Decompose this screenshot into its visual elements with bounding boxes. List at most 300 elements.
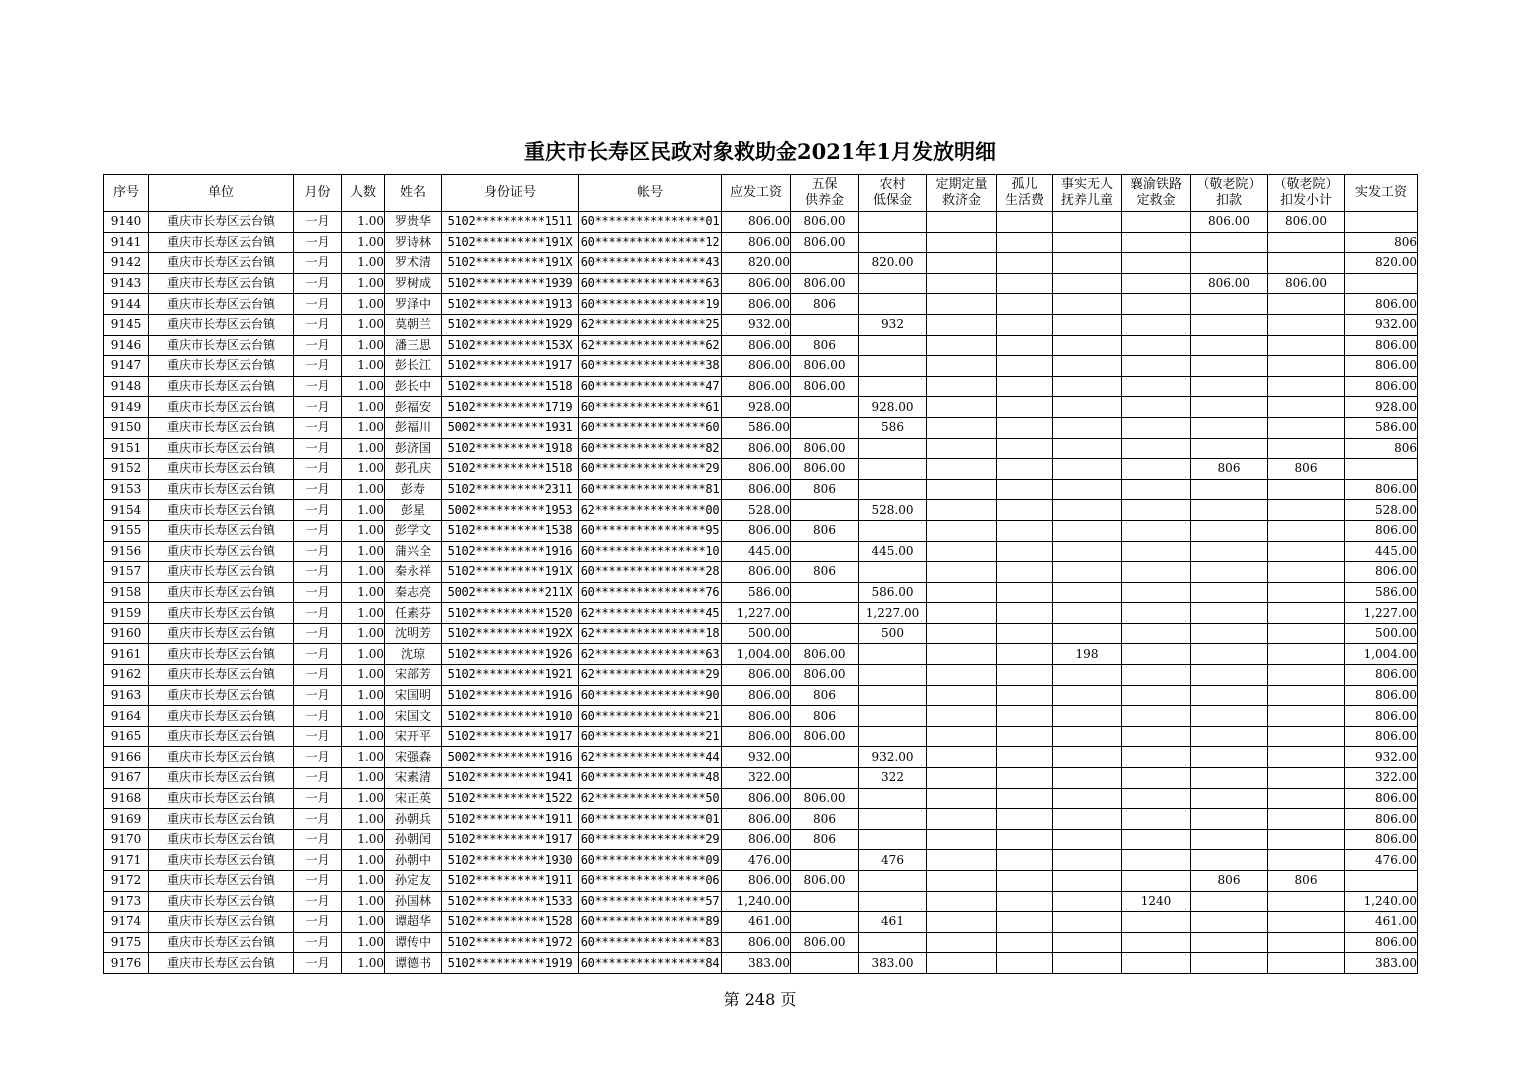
column-header: 帐号 [579, 175, 722, 212]
fixed-relief-amount-cell [927, 809, 997, 830]
table-row [104, 314, 1418, 335]
net-amount-cell: 806.00 [1345, 294, 1418, 315]
gross-amount-cell: 586.00 [722, 582, 791, 603]
unit-cell: 重庆市长寿区云台镇 [149, 665, 294, 686]
month-cell: 一月 [294, 953, 342, 974]
column-header: （敬老院） 扣款 [1191, 175, 1268, 212]
unit-cell: 重庆市长寿区云台镇 [149, 397, 294, 418]
five-guarantee-amount-cell: 806.00 [791, 212, 859, 233]
month-cell: 一月 [294, 912, 342, 933]
headcount-cell: 1.00 [342, 459, 385, 480]
gross-amount-cell: 806.00 [722, 376, 791, 397]
rural-subsistence-amount-cell: 586.00 [859, 582, 927, 603]
unit-cell: 重庆市长寿区云台镇 [149, 747, 294, 768]
gross-amount-cell: 383.00 [722, 953, 791, 974]
unsupported-child-allowance-cell [1053, 809, 1122, 830]
five-guarantee-amount-cell: 806 [791, 520, 859, 541]
orphan-allowance-cell [997, 376, 1053, 397]
name-cell: 秦永祥 [385, 562, 442, 583]
railway-relief-amount-cell [1122, 603, 1191, 624]
orphan-allowance-cell [997, 932, 1053, 953]
month-cell: 一月 [294, 479, 342, 500]
orphan-allowance-cell [997, 726, 1053, 747]
row-number-cell: 9145 [104, 314, 149, 335]
nursing-home-deduction-subtotal-cell [1268, 726, 1345, 747]
id-number-cell: 5102**********1917 [442, 829, 579, 850]
id-number-cell: 5002**********1931 [442, 417, 579, 438]
id-number-cell: 5102**********191X [442, 232, 579, 253]
unit-cell: 重庆市长寿区云台镇 [149, 891, 294, 912]
column-header: 身份证号 [442, 175, 579, 212]
railway-relief-amount-cell [1122, 314, 1191, 335]
rural-subsistence-amount-cell [859, 479, 927, 500]
railway-relief-amount-cell [1122, 520, 1191, 541]
column-header: 襄渝铁路 定救金 [1122, 175, 1191, 212]
month-cell: 一月 [294, 541, 342, 562]
nursing-home-deduction-cell [1191, 747, 1268, 768]
nursing-home-deduction-cell [1191, 397, 1268, 418]
table-row [104, 665, 1418, 686]
unit-cell: 重庆市长寿区云台镇 [149, 314, 294, 335]
unsupported-child-allowance-cell [1053, 932, 1122, 953]
id-number-cell: 5102**********153X [442, 335, 579, 356]
nursing-home-deduction-cell [1191, 788, 1268, 809]
unsupported-child-allowance-cell [1053, 273, 1122, 294]
nursing-home-deduction-cell [1191, 850, 1268, 871]
railway-relief-amount-cell [1122, 459, 1191, 480]
five-guarantee-amount-cell [791, 603, 859, 624]
railway-relief-amount-cell [1122, 706, 1191, 727]
nursing-home-deduction-subtotal-cell [1268, 747, 1345, 768]
rural-subsistence-amount-cell [859, 871, 927, 892]
rural-subsistence-amount-cell [859, 459, 927, 480]
net-amount-cell: 1,240.00 [1345, 891, 1418, 912]
headcount-cell: 1.00 [342, 232, 385, 253]
month-cell: 一月 [294, 747, 342, 768]
id-number-cell: 5102**********1518 [442, 459, 579, 480]
table-row [104, 768, 1418, 789]
payment-table [103, 174, 1418, 974]
unsupported-child-allowance-cell [1053, 520, 1122, 541]
gross-amount-cell: 806.00 [722, 520, 791, 541]
id-number-cell: 5102**********1930 [442, 850, 579, 871]
rural-subsistence-amount-cell [859, 665, 927, 686]
fixed-relief-amount-cell [927, 397, 997, 418]
fixed-relief-amount-cell [927, 623, 997, 644]
nursing-home-deduction-subtotal-cell [1268, 891, 1345, 912]
fixed-relief-amount-cell [927, 294, 997, 315]
five-guarantee-amount-cell [791, 891, 859, 912]
orphan-allowance-cell [997, 253, 1053, 274]
fixed-relief-amount-cell [927, 479, 997, 500]
month-cell: 一月 [294, 520, 342, 541]
gross-amount-cell: 806.00 [722, 438, 791, 459]
id-number-cell: 5102**********1941 [442, 768, 579, 789]
fixed-relief-amount-cell [927, 665, 997, 686]
net-amount-cell: 586.00 [1345, 582, 1418, 603]
net-amount-cell: 806.00 [1345, 788, 1418, 809]
column-header: 农村 低保金 [859, 175, 927, 212]
nursing-home-deduction-subtotal-cell [1268, 479, 1345, 500]
unsupported-child-allowance-cell [1053, 768, 1122, 789]
id-number-cell: 5102**********1910 [442, 706, 579, 727]
headcount-cell: 1.00 [342, 871, 385, 892]
five-guarantee-amount-cell: 806 [791, 294, 859, 315]
railway-relief-amount-cell [1122, 582, 1191, 603]
orphan-allowance-cell [997, 541, 1053, 562]
unsupported-child-allowance-cell [1053, 232, 1122, 253]
unit-cell: 重庆市长寿区云台镇 [149, 871, 294, 892]
orphan-allowance-cell [997, 500, 1053, 521]
unsupported-child-allowance-cell [1053, 500, 1122, 521]
unsupported-child-allowance-cell [1053, 891, 1122, 912]
row-number-cell: 9151 [104, 438, 149, 459]
account-number-cell: 60****************61 [579, 397, 722, 418]
table-row [104, 479, 1418, 500]
document-title: 重庆市长寿区民政对象救助金2021年1月发放明细 [523, 139, 997, 164]
railway-relief-amount-cell [1122, 850, 1191, 871]
row-number-cell: 9166 [104, 747, 149, 768]
id-number-cell: 5102**********1538 [442, 520, 579, 541]
gross-amount-cell: 806.00 [722, 335, 791, 356]
id-number-cell: 5102**********2311 [442, 479, 579, 500]
name-cell: 宋素清 [385, 768, 442, 789]
row-number-cell: 9161 [104, 644, 149, 665]
five-guarantee-amount-cell [791, 253, 859, 274]
account-number-cell: 60****************81 [579, 479, 722, 500]
month-cell: 一月 [294, 335, 342, 356]
account-number-cell: 60****************38 [579, 356, 722, 377]
month-cell: 一月 [294, 932, 342, 953]
rural-subsistence-amount-cell [859, 562, 927, 583]
net-amount-cell [1345, 871, 1418, 892]
fixed-relief-amount-cell [927, 438, 997, 459]
id-number-cell: 5102**********1929 [442, 314, 579, 335]
month-cell: 一月 [294, 273, 342, 294]
nursing-home-deduction-cell [1191, 314, 1268, 335]
row-number-cell: 9143 [104, 273, 149, 294]
net-amount-cell: 806.00 [1345, 706, 1418, 727]
nursing-home-deduction-cell [1191, 665, 1268, 686]
fixed-relief-amount-cell [927, 706, 997, 727]
unit-cell: 重庆市长寿区云台镇 [149, 417, 294, 438]
month-cell: 一月 [294, 706, 342, 727]
table-row [104, 891, 1418, 912]
column-header: 孤儿 生活费 [997, 175, 1053, 212]
nursing-home-deduction-cell [1191, 232, 1268, 253]
rural-subsistence-amount-cell [859, 438, 927, 459]
table-row [104, 726, 1418, 747]
rural-subsistence-amount-cell: 932.00 [859, 747, 927, 768]
id-number-cell: 5102**********1719 [442, 397, 579, 418]
five-guarantee-amount-cell: 806 [791, 809, 859, 830]
row-number-cell: 9157 [104, 562, 149, 583]
row-number-cell: 9149 [104, 397, 149, 418]
net-amount-cell: 461.00 [1345, 912, 1418, 933]
five-guarantee-amount-cell: 806.00 [791, 459, 859, 480]
net-amount-cell: 806.00 [1345, 335, 1418, 356]
column-header: 五保 供养金 [791, 175, 859, 212]
row-number-cell: 9142 [104, 253, 149, 274]
headcount-cell: 1.00 [342, 479, 385, 500]
table-row [104, 335, 1418, 356]
month-cell: 一月 [294, 397, 342, 418]
gross-amount-cell: 476.00 [722, 850, 791, 871]
unit-cell: 重庆市长寿区云台镇 [149, 253, 294, 274]
railway-relief-amount-cell [1122, 623, 1191, 644]
net-amount-cell: 932.00 [1345, 747, 1418, 768]
column-header: 事实无人 抚养儿童 [1053, 175, 1122, 212]
column-header: 实发工资 [1345, 175, 1418, 212]
rural-subsistence-amount-cell [859, 891, 927, 912]
nursing-home-deduction-cell [1191, 726, 1268, 747]
orphan-allowance-cell [997, 335, 1053, 356]
unsupported-child-allowance-cell [1053, 541, 1122, 562]
table-row [104, 932, 1418, 953]
headcount-cell: 1.00 [342, 294, 385, 315]
net-amount-cell: 806.00 [1345, 665, 1418, 686]
headcount-cell: 1.00 [342, 665, 385, 686]
orphan-allowance-cell [997, 912, 1053, 933]
headcount-cell: 1.00 [342, 438, 385, 459]
railway-relief-amount-cell [1122, 809, 1191, 830]
unsupported-child-allowance-cell [1053, 603, 1122, 624]
nursing-home-deduction-cell: 806 [1191, 459, 1268, 480]
rural-subsistence-amount-cell: 500 [859, 623, 927, 644]
rural-subsistence-amount-cell [859, 788, 927, 809]
headcount-cell: 1.00 [342, 912, 385, 933]
month-cell: 一月 [294, 294, 342, 315]
nursing-home-deduction-subtotal-cell [1268, 665, 1345, 686]
nursing-home-deduction-cell [1191, 500, 1268, 521]
month-cell: 一月 [294, 500, 342, 521]
name-cell: 彭福安 [385, 397, 442, 418]
row-number-cell: 9165 [104, 726, 149, 747]
account-number-cell: 60****************95 [579, 520, 722, 541]
column-header: 人数 [342, 175, 385, 212]
railway-relief-amount-cell [1122, 829, 1191, 850]
headcount-cell: 1.00 [342, 356, 385, 377]
net-amount-cell: 476.00 [1345, 850, 1418, 871]
row-number-cell: 9164 [104, 706, 149, 727]
rural-subsistence-amount-cell: 445.00 [859, 541, 927, 562]
table-row [104, 623, 1418, 644]
net-amount-cell: 1,004.00 [1345, 644, 1418, 665]
fixed-relief-amount-cell [927, 562, 997, 583]
rural-subsistence-amount-cell [859, 932, 927, 953]
account-number-cell: 60****************01 [579, 212, 722, 233]
gross-amount-cell: 806.00 [722, 459, 791, 480]
name-cell: 谭德书 [385, 953, 442, 974]
account-number-cell: 60****************47 [579, 376, 722, 397]
unit-cell: 重庆市长寿区云台镇 [149, 829, 294, 850]
id-number-cell: 5102**********1918 [442, 438, 579, 459]
railway-relief-amount-cell [1122, 376, 1191, 397]
unit-cell: 重庆市长寿区云台镇 [149, 623, 294, 644]
account-number-cell: 60****************57 [579, 891, 722, 912]
id-number-cell: 5002**********1953 [442, 500, 579, 521]
five-guarantee-amount-cell: 806.00 [791, 726, 859, 747]
rural-subsistence-amount-cell [859, 232, 927, 253]
gross-amount-cell: 806.00 [722, 726, 791, 747]
nursing-home-deduction-subtotal-cell [1268, 356, 1345, 377]
net-amount-cell: 806.00 [1345, 829, 1418, 850]
nursing-home-deduction-cell: 806.00 [1191, 273, 1268, 294]
month-cell: 一月 [294, 212, 342, 233]
fixed-relief-amount-cell [927, 603, 997, 624]
net-amount-cell: 806 [1345, 438, 1418, 459]
nursing-home-deduction-subtotal-cell [1268, 850, 1345, 871]
rural-subsistence-amount-cell [859, 294, 927, 315]
five-guarantee-amount-cell [791, 850, 859, 871]
account-number-cell: 60****************84 [579, 953, 722, 974]
railway-relief-amount-cell [1122, 644, 1191, 665]
headcount-cell: 1.00 [342, 253, 385, 274]
headcount-cell: 1.00 [342, 314, 385, 335]
account-number-cell: 62****************45 [579, 603, 722, 624]
rural-subsistence-amount-cell: 586 [859, 417, 927, 438]
railway-relief-amount-cell [1122, 726, 1191, 747]
railway-relief-amount-cell [1122, 871, 1191, 892]
nursing-home-deduction-subtotal-cell [1268, 953, 1345, 974]
name-cell: 孙朝闰 [385, 829, 442, 850]
nursing-home-deduction-cell: 806.00 [1191, 212, 1268, 233]
net-amount-cell: 806.00 [1345, 356, 1418, 377]
name-cell: 宋正英 [385, 788, 442, 809]
unit-cell: 重庆市长寿区云台镇 [149, 376, 294, 397]
orphan-allowance-cell [997, 850, 1053, 871]
orphan-allowance-cell [997, 809, 1053, 830]
nursing-home-deduction-cell [1191, 685, 1268, 706]
name-cell: 彭济国 [385, 438, 442, 459]
row-number-cell: 9152 [104, 459, 149, 480]
nursing-home-deduction-cell [1191, 376, 1268, 397]
five-guarantee-amount-cell: 806 [791, 685, 859, 706]
account-number-cell: 60****************29 [579, 829, 722, 850]
headcount-cell: 1.00 [342, 953, 385, 974]
id-number-cell: 5102**********1972 [442, 932, 579, 953]
table-row [104, 417, 1418, 438]
month-cell: 一月 [294, 438, 342, 459]
gross-amount-cell: 461.00 [722, 912, 791, 933]
nursing-home-deduction-cell [1191, 541, 1268, 562]
gross-amount-cell: 806.00 [722, 871, 791, 892]
gross-amount-cell: 806.00 [722, 932, 791, 953]
railway-relief-amount-cell [1122, 768, 1191, 789]
nursing-home-deduction-subtotal-cell [1268, 912, 1345, 933]
rural-subsistence-amount-cell: 383.00 [859, 953, 927, 974]
orphan-allowance-cell [997, 459, 1053, 480]
table-body [104, 212, 1418, 974]
id-number-cell: 5102**********1533 [442, 891, 579, 912]
fixed-relief-amount-cell [927, 871, 997, 892]
railway-relief-amount-cell [1122, 356, 1191, 377]
nursing-home-deduction-cell [1191, 562, 1268, 583]
unit-cell: 重庆市长寿区云台镇 [149, 603, 294, 624]
row-number-cell: 9158 [104, 582, 149, 603]
table-row [104, 582, 1418, 603]
id-number-cell: 5102**********1917 [442, 726, 579, 747]
net-amount-cell: 806.00 [1345, 479, 1418, 500]
nursing-home-deduction-subtotal-cell: 806.00 [1268, 212, 1345, 233]
headcount-cell: 1.00 [342, 500, 385, 521]
row-number-cell: 9168 [104, 788, 149, 809]
month-cell: 一月 [294, 871, 342, 892]
nursing-home-deduction-subtotal-cell [1268, 500, 1345, 521]
table-row [104, 253, 1418, 274]
railway-relief-amount-cell [1122, 788, 1191, 809]
headcount-cell: 1.00 [342, 850, 385, 871]
railway-relief-amount-cell [1122, 253, 1191, 274]
railway-relief-amount-cell [1122, 747, 1191, 768]
nursing-home-deduction-subtotal-cell [1268, 809, 1345, 830]
nursing-home-deduction-subtotal-cell [1268, 397, 1345, 418]
table-row [104, 500, 1418, 521]
month-cell: 一月 [294, 726, 342, 747]
unsupported-child-allowance-cell [1053, 685, 1122, 706]
fixed-relief-amount-cell [927, 417, 997, 438]
railway-relief-amount-cell [1122, 953, 1191, 974]
table-row [104, 706, 1418, 727]
account-number-cell: 60****************21 [579, 726, 722, 747]
gross-amount-cell: 806.00 [722, 356, 791, 377]
five-guarantee-amount-cell [791, 582, 859, 603]
rural-subsistence-amount-cell [859, 376, 927, 397]
five-guarantee-amount-cell: 806.00 [791, 665, 859, 686]
table-row [104, 232, 1418, 253]
table-row [104, 212, 1418, 233]
id-number-cell: 5102**********1917 [442, 356, 579, 377]
nursing-home-deduction-cell [1191, 582, 1268, 603]
gross-amount-cell: 806.00 [722, 562, 791, 583]
five-guarantee-amount-cell: 806 [791, 829, 859, 850]
row-number-cell: 9155 [104, 520, 149, 541]
row-number-cell: 9154 [104, 500, 149, 521]
nursing-home-deduction-cell [1191, 479, 1268, 500]
row-number-cell: 9171 [104, 850, 149, 871]
net-amount-cell [1345, 459, 1418, 480]
account-number-cell: 62****************00 [579, 500, 722, 521]
unit-cell: 重庆市长寿区云台镇 [149, 644, 294, 665]
row-number-cell: 9153 [104, 479, 149, 500]
unit-cell: 重庆市长寿区云台镇 [149, 356, 294, 377]
net-amount-cell: 445.00 [1345, 541, 1418, 562]
row-number-cell: 9156 [104, 541, 149, 562]
gross-amount-cell: 806.00 [722, 273, 791, 294]
account-number-cell: 60****************83 [579, 932, 722, 953]
orphan-allowance-cell [997, 623, 1053, 644]
orphan-allowance-cell [997, 829, 1053, 850]
id-number-cell: 5102**********1913 [442, 294, 579, 315]
unsupported-child-allowance-cell [1053, 335, 1122, 356]
nursing-home-deduction-cell [1191, 829, 1268, 850]
five-guarantee-amount-cell: 806.00 [791, 438, 859, 459]
nursing-home-deduction-cell [1191, 520, 1268, 541]
id-number-cell: 5102**********1916 [442, 685, 579, 706]
name-cell: 莫朝兰 [385, 314, 442, 335]
id-number-cell: 5102**********1528 [442, 912, 579, 933]
gross-amount-cell: 528.00 [722, 500, 791, 521]
nursing-home-deduction-cell [1191, 809, 1268, 830]
unsupported-child-allowance-cell [1053, 253, 1122, 274]
net-amount-cell: 806.00 [1345, 726, 1418, 747]
railway-relief-amount-cell [1122, 335, 1191, 356]
row-number-cell: 9159 [104, 603, 149, 624]
month-cell: 一月 [294, 459, 342, 480]
unit-cell: 重庆市长寿区云台镇 [149, 706, 294, 727]
month-cell: 一月 [294, 891, 342, 912]
table-row [104, 912, 1418, 933]
